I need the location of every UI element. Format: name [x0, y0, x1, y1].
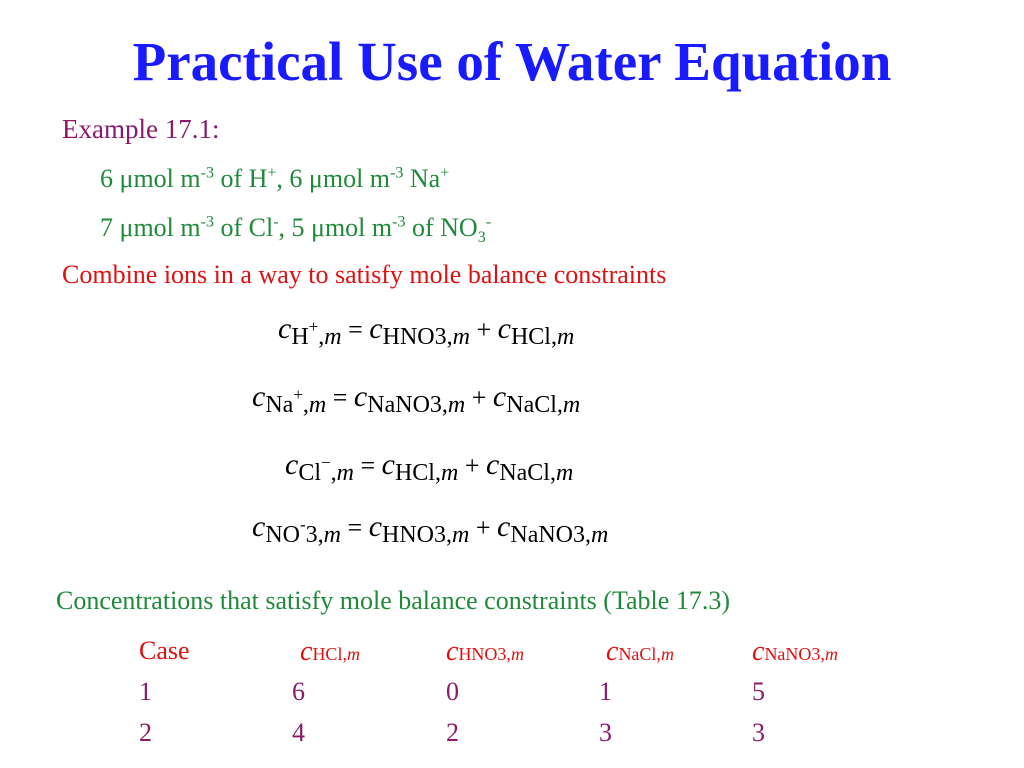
table-row-1-hcl: 6	[292, 677, 305, 706]
table-row-1-case: 1	[139, 677, 152, 706]
table-header-nano3: cNaNO3,m	[752, 636, 838, 667]
ion-line-2: 7 μmol $m^{-3}$ of Cl-, 5 μmol $m^{-3}$ of $NO_3^-$	[100, 213, 492, 247]
page-title: Practical Use of Water Equation	[132, 31, 892, 92]
table-row-2-hno3: 2	[446, 718, 459, 747]
table-header-hcl: cHCl,m	[300, 636, 360, 667]
table-row-1-hno3: 0	[446, 677, 459, 706]
table-row-1-nacl: 1	[599, 677, 612, 706]
table-row-1-nano3: 5	[752, 677, 765, 706]
table-header-nacl: cNaCl,m	[606, 636, 674, 667]
ion-line-1: 6 μmol $m^{-3}$ of H+, 6 μmol $m^{-3}$ Na+	[100, 164, 450, 193]
table-header-hno3: cHNO3,m	[446, 636, 524, 667]
equation-cl-minus: cCl−,m = cHCl,m + cNaCl,m	[285, 448, 574, 486]
concentrations-text: Concentrations that satisfy mole balance constraints (Table 17.3)	[56, 586, 730, 615]
equation-na-plus: cNa+,m = cNaNO3,m + cNaCl,m	[252, 380, 581, 418]
equation-h-plus: cH+,m = cHNO3,m + cHCl,m	[278, 312, 575, 350]
table-row-2-hcl: 4	[292, 718, 305, 747]
table-row-2-nacl: 3	[599, 718, 612, 747]
table-row-2-case: 2	[139, 718, 152, 747]
table-header-case: Case	[139, 636, 190, 665]
example-label: Example 17.1:	[62, 114, 220, 144]
table-row-2-nano3: 3	[752, 718, 765, 747]
combine-ions-text: Combine ions in a way to satisfy mole balance constraints	[62, 260, 667, 289]
equation-no3-minus: cNO-3,m = cHNO3,m + cNaNO3,m	[252, 510, 609, 548]
